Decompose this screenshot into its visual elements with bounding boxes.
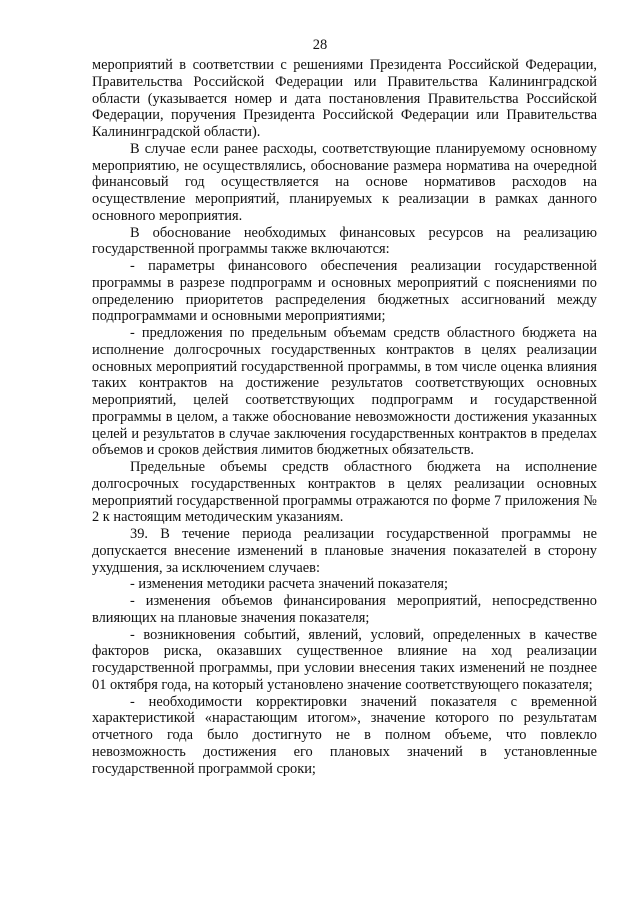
list-item: - изменения объемов финансирования мероприятий, непосредственно влияющих на плановые значения показателя; (92, 593, 597, 626)
page-number: 28 (312, 37, 328, 53)
list-item: - возникновения событий, явлений, условий, определенных в качестве факторов риска, оказавших существенное влияние на ход реализации государственной программы, при условии внесения таких изменений не позднее 01 октября года, на который установлено значение соответствующего показателя; (92, 626, 597, 693)
paragraph: В случае если ранее расходы, соответствующие планируемому основному мероприятию, не осуществлялись, обоснование размера норматива на очередной финансовый год осуществляется на основе нормативов расходов на осуществление мероприятий, планируемых к реализации в рамках данного основного мероприятия. (92, 140, 597, 224)
document-body (92, 57, 597, 777)
list-item: - параметры финансового обеспечения реализации государственной программы в разрезе подпрограмм и основных мероприятий с пояснениями по определению приоритетов распределения бюджетных ассигнований между подпрограммами и основными мероприятиями; (92, 258, 597, 325)
list-item: - необходимости корректировки значений показателя с временной характеристикой «нарастающим итогом», значение которого по результатам отчетного года было достигнуто не в полном объеме, что повлекло невозможность достижения его плановых значений в установленные государственной программой сроки; (92, 693, 597, 777)
list-item: - изменения методики расчета значений показателя; (130, 576, 448, 593)
list-item: - предложения по предельным объемам средств областного бюджета на исполнение долгосрочных государственных контрактов в целях реализации основных мероприятий государственной программы, в том числе оценка влияния таких контрактов на достижение результатов соответствующих основных мероприятий, целей соответствующих подпрограмм и государственной программы в целом, а также обоснование невозможности достижения указанных целей и результатов в случае заключения государственных контрактов в пределах объемов и сроков действия лимитов бюджетных обязательств. (92, 325, 597, 459)
numbered-paragraph: 39. В течение периода реализации государственной программы не допускается внесение изменений в плановые значения показателей в сторону ухудшения, за исключением случаев: (92, 526, 597, 576)
paragraph-continuation: мероприятий в соответствии с решениями Президента Российской Федерации, Правительства Российской Федерации или Правительства Калининградской области (указывается номер и дата постановления Правительства Российской Федерации, поручения Президента Российской Федерации или Правительства Калининградской области). (92, 57, 597, 140)
paragraph: Предельные объемы средств областного бюджета на исполнение долгосрочных государственных контрактов в целях реализации основных мероприятий государственной программы отражаются по форме 7 приложения № 2 к настоящим методическим указаниям. (92, 459, 597, 526)
paragraph: В обоснование необходимых финансовых ресурсов на реализацию государственной программы также включаются: (92, 224, 597, 258)
